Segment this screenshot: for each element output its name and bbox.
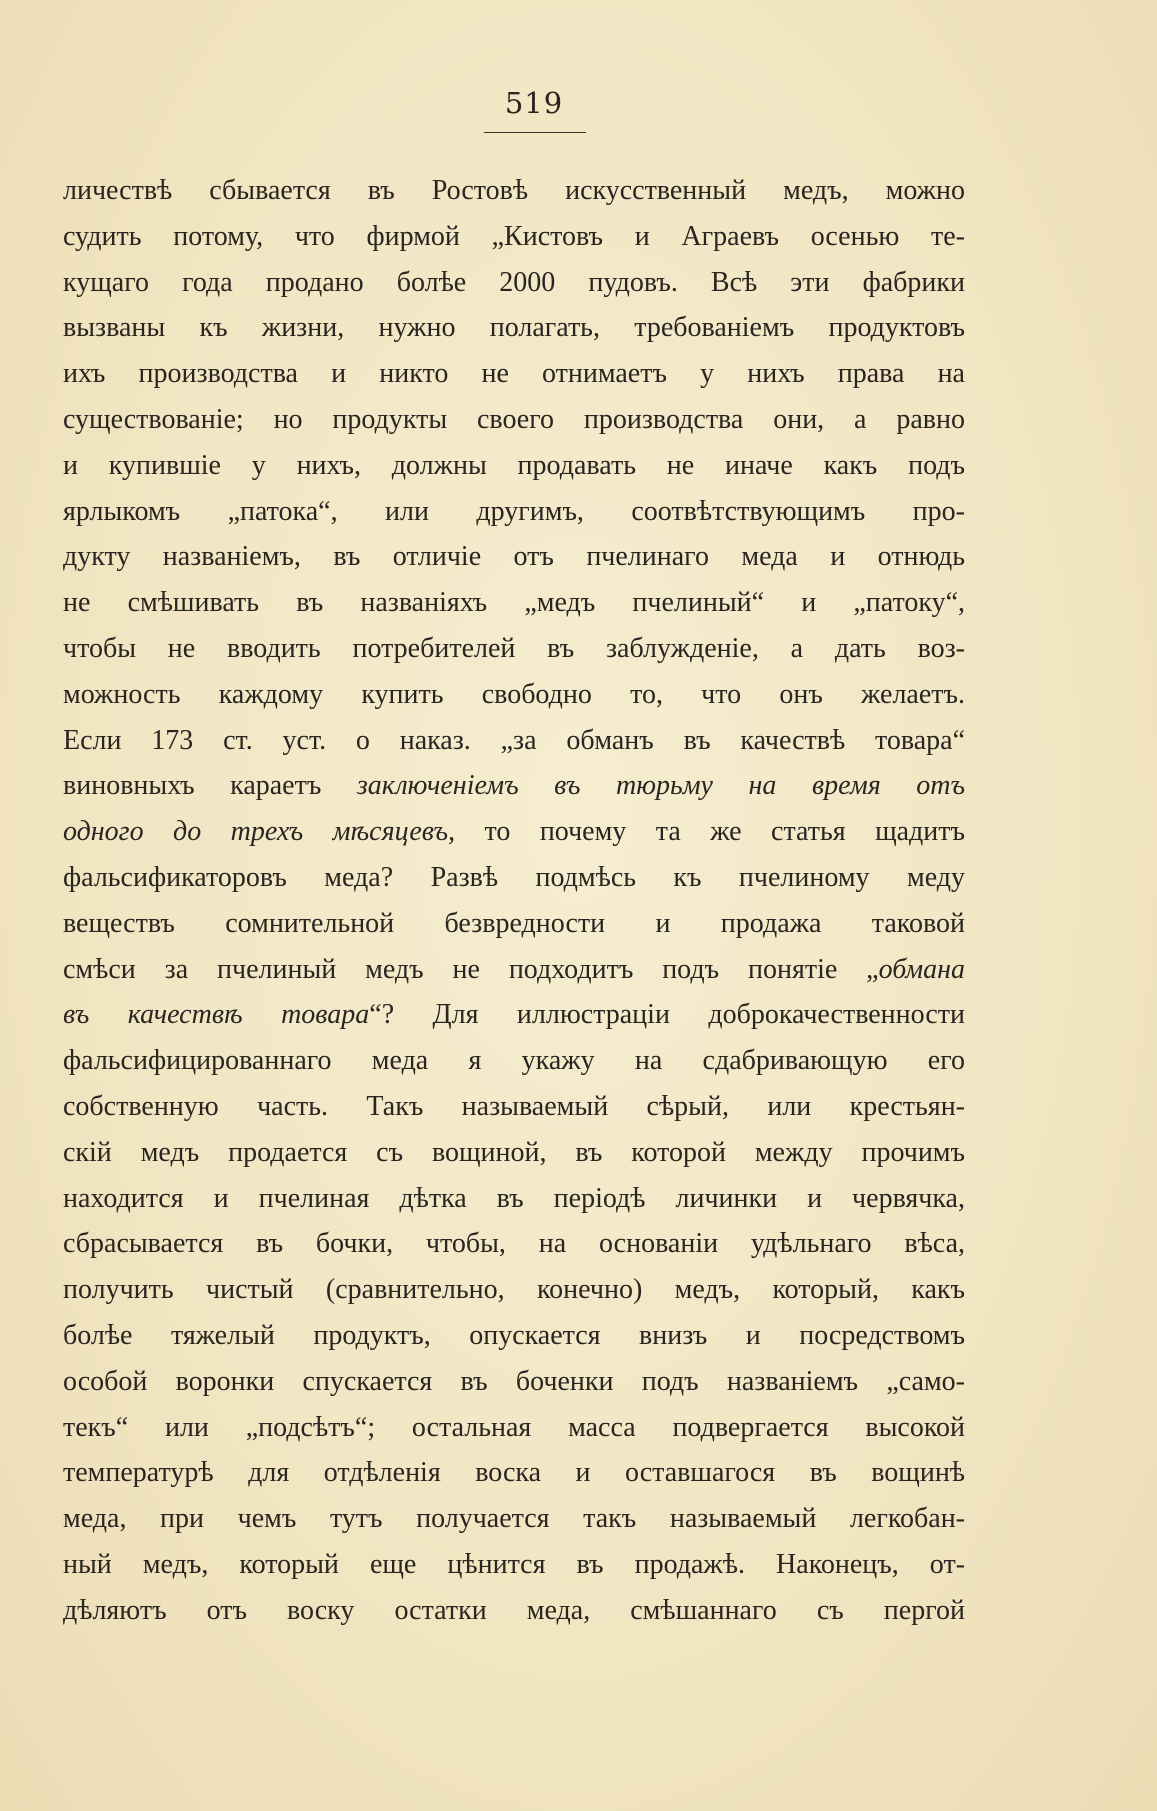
text-line (63, 672, 965, 718)
text-segment: виновныхъ караетъ (63, 770, 357, 802)
text-line (63, 534, 965, 580)
text-line (63, 947, 965, 993)
text-line (63, 855, 965, 901)
text-line (63, 305, 965, 351)
text-segment: болѣе тяжелый продуктъ, опускается внизъ и посредствомъ (63, 1319, 965, 1351)
text-line (63, 1588, 965, 1634)
page-number-rule (484, 132, 586, 133)
text-segment: смѣси за пчелиный медъ не подходитъ подъ понятіе „ (63, 953, 879, 985)
text-segment: скій медъ продается съ вощиной, въ которой между прочимъ (63, 1136, 965, 1168)
text-line (63, 1313, 965, 1359)
text-segment: веществъ сомнительной безвредности и продажа таковой (63, 907, 965, 939)
text-line (63, 443, 965, 489)
text-segment: собственную часть. Такъ называемый сѣрый, или крестьян- (63, 1090, 965, 1122)
text-line (63, 580, 965, 626)
text-line (63, 260, 965, 306)
text-line (63, 809, 965, 855)
text-line (63, 489, 965, 535)
italic-text-segment: одного до трехъ мѣсяцевъ, (63, 816, 456, 848)
text-segment: фальсификаторовъ меда? Развѣ подмѣсь къ пчелиному меду (63, 861, 965, 893)
text-segment: существованіе; но продукты своего производства они, а равно (63, 403, 965, 435)
text-line (63, 1496, 965, 1542)
body-text (63, 168, 965, 1634)
text-segment: особой воронки спускается въ боченки подъ названіемъ „само- (63, 1365, 965, 1397)
text-segment: можность каждому купить свободно то, что онъ желаетъ. (63, 678, 965, 710)
text-line (63, 1176, 965, 1222)
text-segment: текъ“ или „подсѣтъ“; остальная масса подвергается высокой (63, 1411, 965, 1443)
italic-text-segment: заключеніемъ въ тюрьму на время отъ (356, 770, 965, 802)
text-segment: дѣляютъ отъ воску остатки меда, смѣшаннаго съ пергой (63, 1594, 965, 1626)
text-segment: получить чистый (сравнительно, конечно) медъ, который, какъ (63, 1274, 965, 1306)
text-line (63, 1130, 965, 1176)
text-line (63, 901, 965, 947)
text-segment: ихъ производства и никто не отнимаетъ у нихъ права на (63, 358, 965, 390)
text-line (63, 1267, 965, 1313)
text-segment: температурѣ для отдѣленія воска и оставшагося въ вощинѣ (63, 1457, 965, 1489)
text-line (63, 214, 965, 260)
text-line (63, 718, 965, 764)
text-line (63, 626, 965, 672)
text-segment: чтобы не вводить потребителей въ заблужденіе, а дать воз- (63, 632, 965, 664)
text-line (63, 1084, 965, 1130)
text-segment: сбрасывается въ бочки, чтобы, на основаніи удѣльнаго вѣса, (63, 1228, 965, 1260)
text-line (63, 1038, 965, 1084)
text-segment: дукту названіемъ, въ отличіе отъ пчелинаго меда и отнюдь (63, 541, 965, 573)
text-line (63, 1542, 965, 1588)
text-segment: не смѣшивать въ названіяхъ „медъ пчелиный“ и „патоку“, (63, 587, 965, 619)
italic-text-segment: обмана (878, 953, 965, 985)
text-segment: судить потому, что фирмой „Кистовъ и Аграевъ осенью те- (63, 220, 965, 252)
text-segment: фальсифицированнаго меда я укажу на сдабривающую его (63, 1045, 965, 1077)
text-line (63, 351, 965, 397)
text-segment: то почему та же статья щадитъ (455, 816, 965, 848)
italic-text-segment: въ качествѣ товара (63, 999, 370, 1031)
text-segment: вызваны къ жизни, нужно полагать, требованіемъ продуктовъ (63, 312, 965, 344)
text-line (63, 1221, 965, 1267)
text-segment: личествѣ сбывается въ Ростовѣ искусственный медъ, можно (63, 175, 965, 206)
text-line (63, 397, 965, 443)
text-line (63, 168, 965, 214)
text-segment: “? Для иллюстраціи доброкачественности (369, 999, 965, 1031)
text-line (63, 763, 965, 809)
text-segment: ярлыкомъ „патока“, или другимъ, соотвѣтствующимъ про- (63, 495, 965, 527)
text-line (63, 1359, 965, 1405)
text-segment: меда, при чемъ тутъ получается такъ называемый легкобан- (63, 1503, 965, 1535)
page-number: 519 (504, 86, 564, 120)
text-line (63, 1450, 965, 1496)
text-segment: и купившіе у нихъ, должны продавать не иначе какъ подъ (63, 449, 965, 481)
text-line (63, 1405, 965, 1451)
text-segment: находится и пчелиная дѣтка въ періодѣ личинки и червячка, (63, 1182, 965, 1214)
text-segment: ный медъ, который еще цѣнится въ продажѣ. Наконецъ, от- (63, 1548, 965, 1580)
text-line (63, 992, 965, 1038)
text-segment: Если 173 ст. уст. о наказ. „за обманъ въ качествѣ товара“ (63, 724, 965, 756)
text-segment: кущаго года продано болѣе 2000 пудовъ. Всѣ эти фабрики (63, 266, 965, 298)
